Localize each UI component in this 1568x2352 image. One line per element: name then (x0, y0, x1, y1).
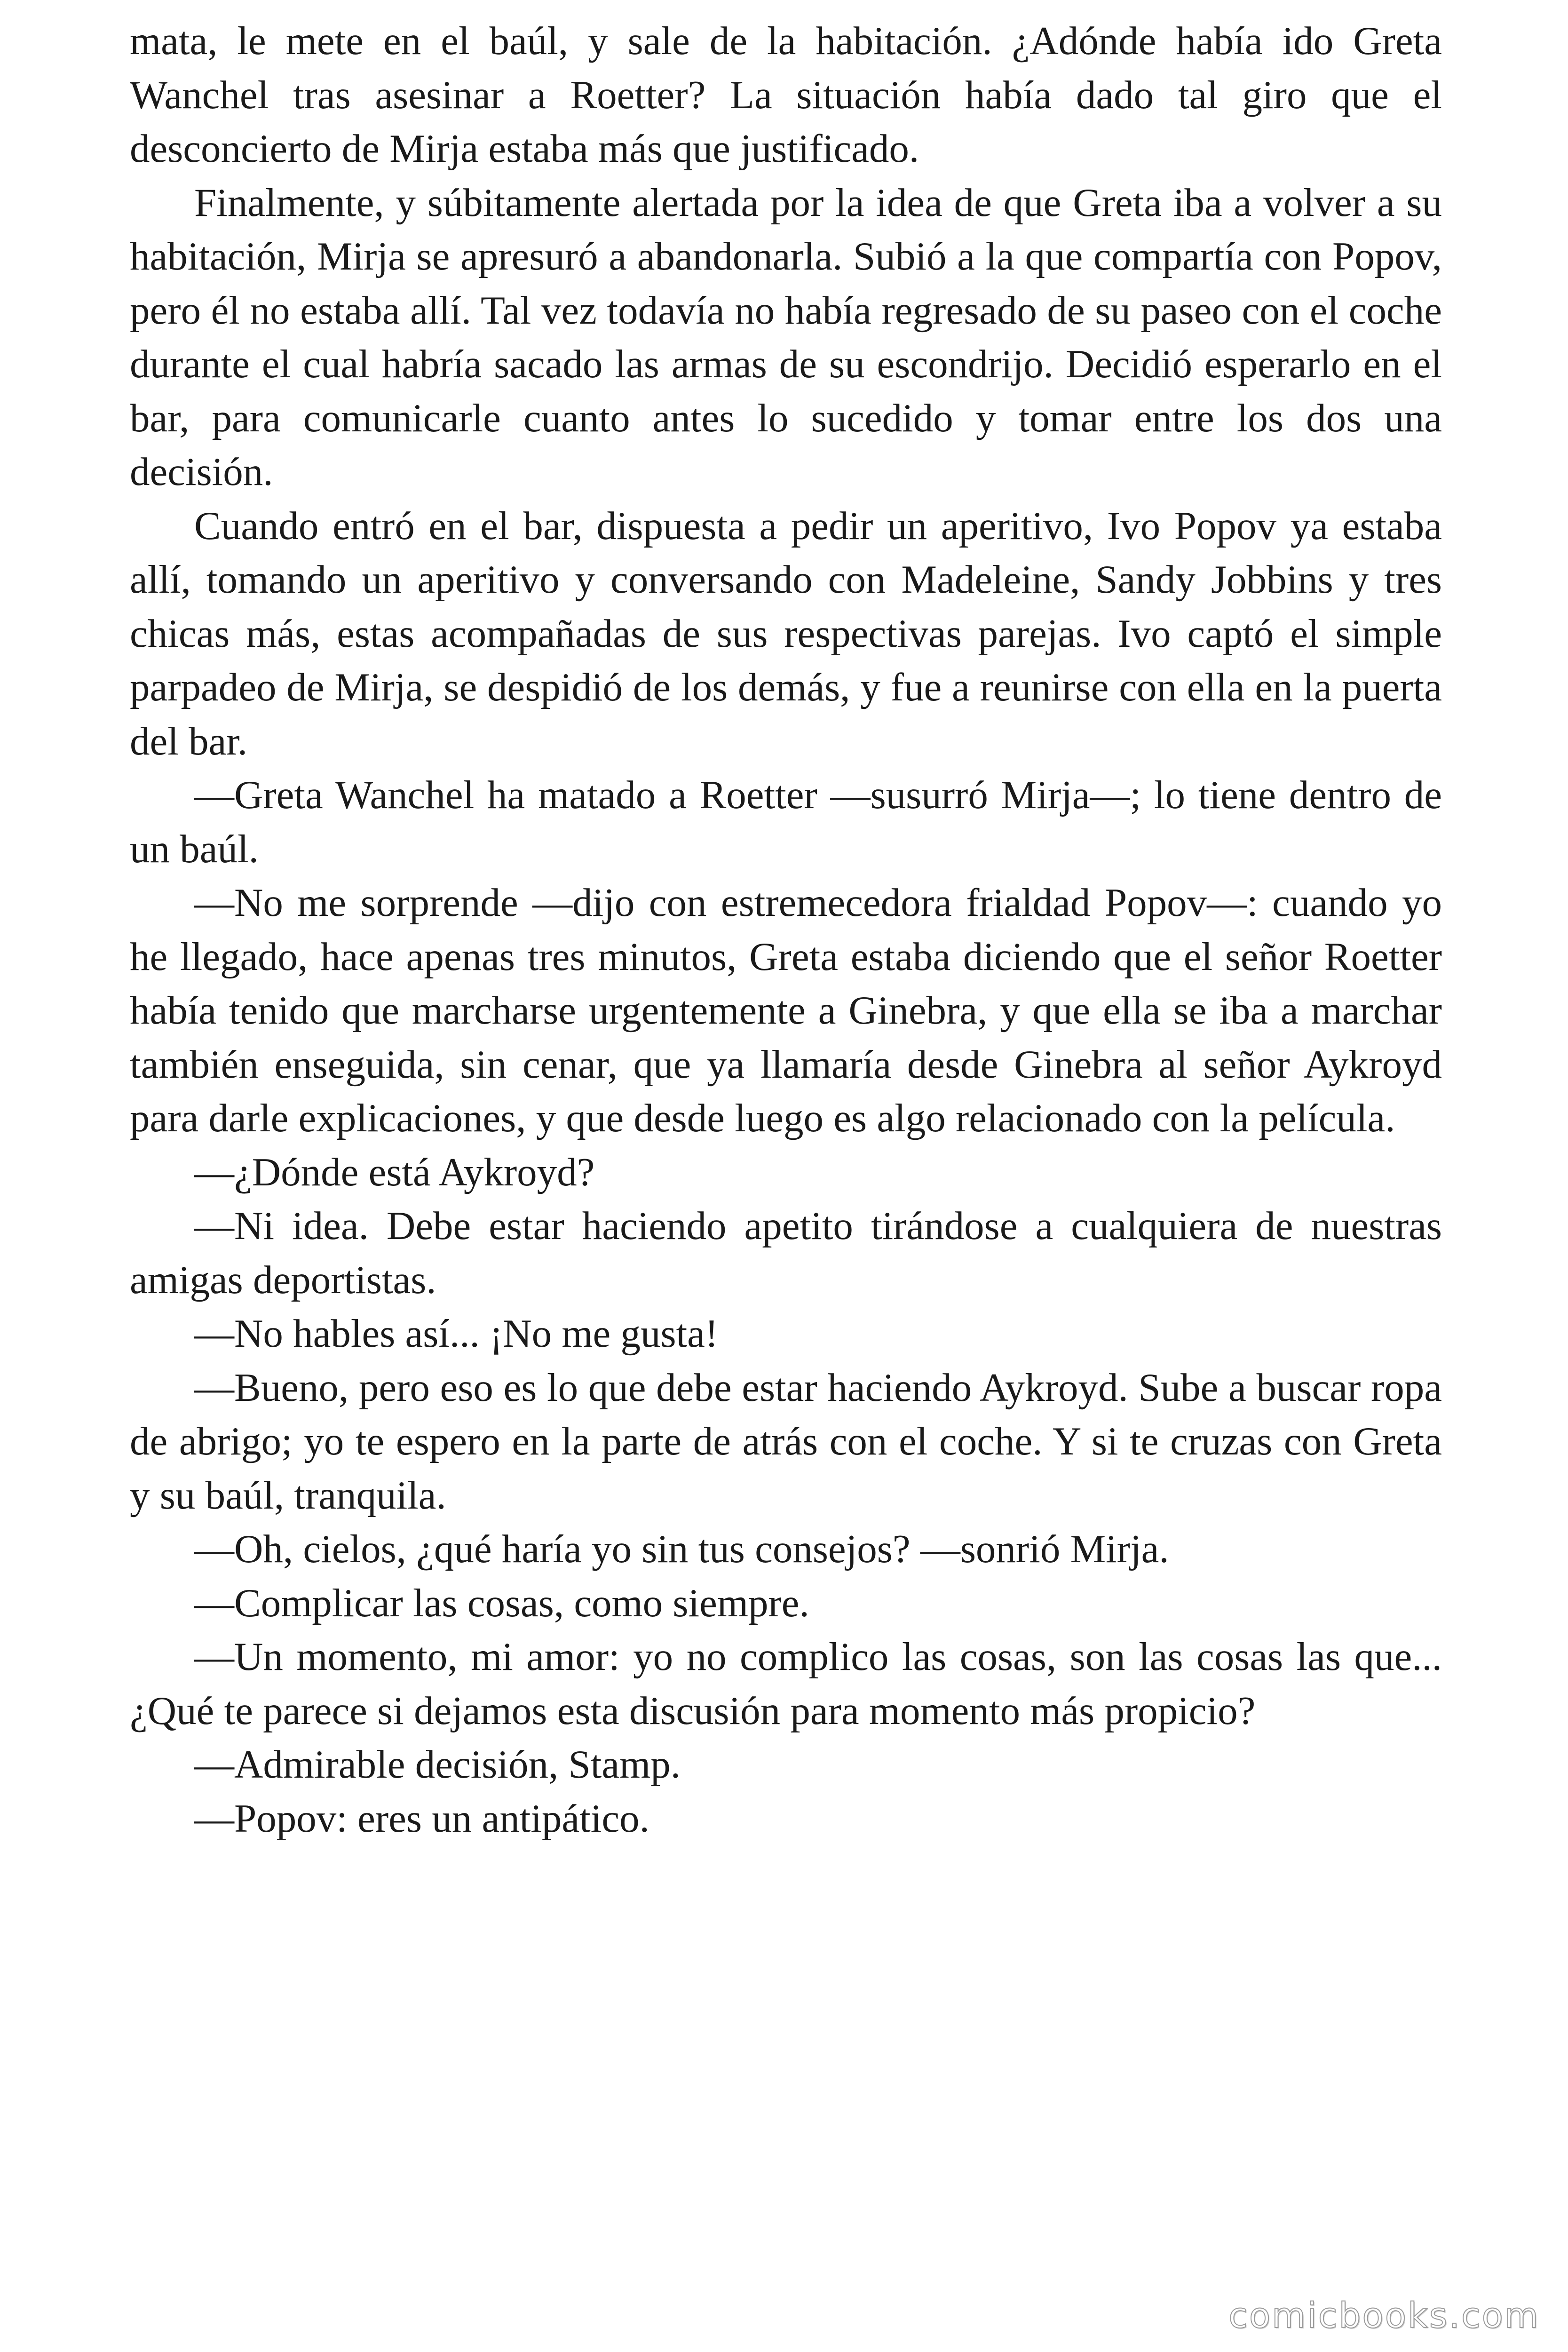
dialogue-paragraph: —Complicar las cosas, como siempre. (194, 1581, 809, 1625)
dialogue-paragraph: —Un momento, mi amor: yo no complico las cosas, son las cosas las que... ¿Qué te parece si dejamos esta discusión para momento más propicio? (130, 1635, 1442, 1733)
dialogue-paragraph: —Oh, cielos, ¿qué haría yo sin tus consejos? —sonrió Mirja. (194, 1527, 1169, 1571)
dialogue-paragraph: —¿Dónde está Aykroyd? (194, 1150, 595, 1194)
paragraph: mata, le mete en el baúl, y sale de la habitación. ¿Adónde había ido Greta Wanchel tras asesinar a Roetter? La situación había dado tal giro que el desconcierto de Mirja estaba más que justificado. (130, 19, 1442, 171)
body-text (130, 14, 1442, 1845)
dialogue-paragraph: —No me sorprende —dijo con estremecedora frialdad Popov—: cuando yo he llegado, hace apenas tres minutos, Greta estaba diciendo que el señor Roetter había tenido que marcharse urgentemente a Ginebra, y que ella se iba a marchar también enseguida, sin cenar, que ya llamaría desde Ginebra al señor Aykroyd para darle explicaciones, y que desde luego es algo relacionado con la película. (130, 881, 1442, 1140)
paragraph: Finalmente, y súbitamente alertada por la idea de que Greta iba a volver a su habitación, Mirja se apresuró a abandonarla. Subió a la que compartía con Popov, pero él no estaba allí. Tal vez todavía no había regresado de su paseo con el coche durante el cual habría sacado las armas de su escondrijo. Decidió esperarlo en el bar, para comunicarle cuanto antes lo sucedido y tomar entre los dos una decisión. (130, 180, 1442, 494)
watermark: comicbooks.com (1228, 2296, 1540, 2336)
dialogue-paragraph: —Greta Wanchel ha matado a Roetter —susurró Mirja—; lo tiene dentro de un baúl. (130, 773, 1442, 871)
dialogue-paragraph: —Popov: eres un antipático. (194, 1796, 649, 1841)
dialogue-paragraph: —No hables así... ¡No me gusta! (194, 1311, 719, 1356)
dialogue-paragraph: —Ni idea. Debe estar haciendo apetito tirándose a cualquiera de nuestras amigas deportistas. (130, 1204, 1442, 1302)
dialogue-paragraph: —Admirable decisión, Stamp. (194, 1742, 681, 1787)
dialogue-paragraph: —Bueno, pero eso es lo que debe estar haciendo Aykroyd. Sube a buscar ropa de abrigo; yo te espero en la parte de atrás con el coche. Y si te cruzas con Greta y su baúl, tranquila. (130, 1365, 1442, 1518)
paragraph: Cuando entró en el bar, dispuesta a pedir un aperitivo, Ivo Popov ya estaba allí, tomando un aperitivo y conversando con Madeleine, Sandy Jobbins y tres chicas más, estas acompañadas de sus respectivas parejas. Ivo captó el simple parpadeo de Mirja, se despidió de los demás, y fue a reunirse con ella en la puerta del bar. (130, 503, 1442, 763)
